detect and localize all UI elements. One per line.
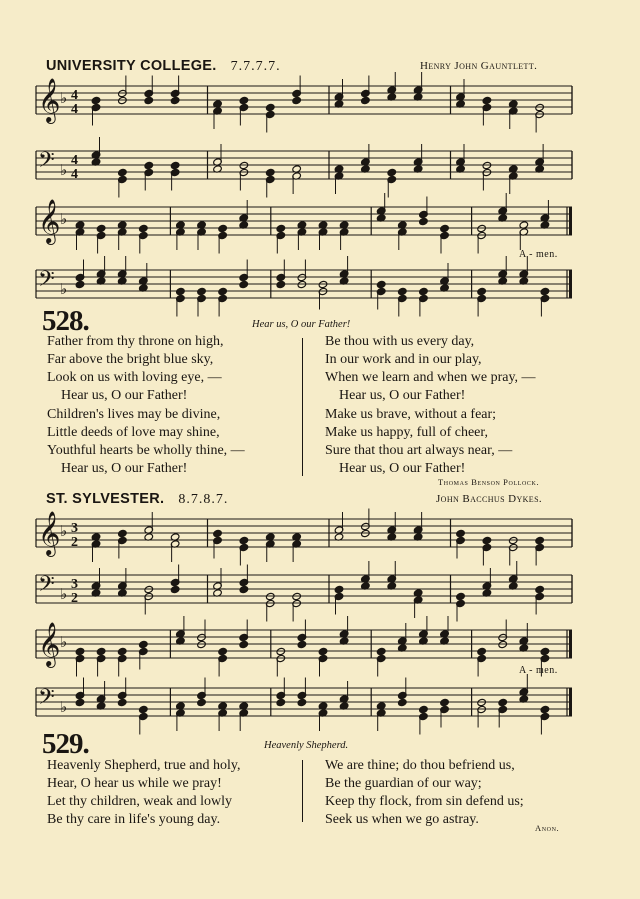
amen-528: A - men. — [519, 249, 558, 260]
time-signature-top: 3 — [71, 521, 78, 536]
note-head — [75, 647, 85, 655]
meter-528: 7.7.7.7. — [230, 59, 281, 74]
verse-529-2: We are thine; do thou befriend us, Be the guardian of our way; Keep thy flock, from sin defend us; Seek us when we go astray. — [325, 758, 524, 827]
note-head — [96, 647, 106, 655]
verse-divider-529 — [302, 760, 303, 822]
note-head — [297, 698, 307, 706]
note-head — [318, 647, 328, 655]
note-head — [117, 647, 127, 655]
bass-clef: 𝄢 — [38, 572, 55, 601]
hymn-number-529: 529. — [42, 728, 89, 760]
verse-528-3: Be thou with us every day, In our work and in our play, When we learn and when we pray, — Hear us, O our Father! — [325, 334, 536, 403]
meter-529: 8.7.8.7. — [178, 492, 229, 507]
treble-clef: 𝄞 — [38, 624, 61, 666]
flat-sign: ♭ — [60, 91, 68, 107]
note-head — [535, 536, 545, 544]
note-head — [440, 698, 450, 706]
time-signature-bottom: 2 — [71, 591, 78, 606]
bass-clef: 𝄢 — [38, 267, 55, 296]
flat-sign: ♭ — [60, 163, 68, 179]
author-529: Anon. — [535, 823, 560, 833]
note-head — [213, 529, 223, 537]
verse-529-1: Heavenly Shepherd, true and holy, Hear, O hear us while we pray! Let thy children, weak and lowly Be thy care in life's young day. — [47, 758, 241, 827]
time-signature-bottom: 4 — [71, 167, 78, 182]
note-head — [376, 647, 386, 655]
verse-528-4: Make us brave, without a fear; Make us happy, full of cheer, Sure that thou art always near, — Hear us, O our Father! — [325, 407, 513, 476]
time-signature-bottom: 4 — [71, 102, 78, 117]
flat-sign: ♭ — [60, 635, 68, 651]
note-head — [239, 640, 249, 648]
note-head — [334, 585, 344, 593]
note-head — [139, 640, 149, 648]
note-head — [117, 698, 127, 706]
note-head — [482, 536, 492, 544]
hymn-subtitle-528: Hear us, O our Father! — [252, 319, 351, 330]
note-head — [477, 647, 487, 655]
note-head — [218, 647, 228, 655]
tune-name-528: UNIVERSITY COLLEGE. — [46, 58, 217, 74]
note-head — [139, 705, 149, 713]
note-head — [535, 585, 545, 593]
flat-sign: ♭ — [60, 587, 68, 603]
flat-sign: ♭ — [60, 524, 68, 540]
composer-528: Henry John Gauntlett. — [420, 60, 538, 72]
note-head — [239, 585, 249, 593]
note-head — [75, 698, 85, 706]
treble-clef: 𝄞 — [38, 201, 61, 243]
bass-clef: 𝄢 — [38, 148, 55, 177]
time-signature-bottom: 2 — [71, 535, 78, 550]
treble-clef: 𝄞 — [38, 80, 61, 122]
verse-528-1: Father from thy throne on high, Far above the bright blue sky, Look on us with loving eye, — Hear us, O our Father! — [47, 334, 224, 403]
flat-sign: ♭ — [60, 212, 68, 228]
composer-529: John Bacchus Dykes. — [436, 493, 543, 505]
treble-clef: 𝄞 — [38, 513, 61, 555]
flat-sign: ♭ — [60, 700, 68, 716]
note-head — [297, 640, 307, 648]
note-head — [398, 698, 408, 706]
note-head — [276, 698, 286, 706]
hymn-number-528: 528. — [42, 305, 89, 337]
note-head — [118, 529, 128, 537]
note-head — [498, 698, 508, 706]
verse-528-2: Children's lives may be divine, Little deeds of love may shine, Youthful hearts be wholly thine, — Hear us, O our Father! — [47, 407, 245, 476]
note-head — [239, 536, 249, 544]
note-head — [456, 529, 466, 537]
time-signature-top: 3 — [71, 577, 78, 592]
note-head — [540, 705, 550, 713]
time-signature-top: 4 — [71, 153, 78, 168]
tune-name-529: ST. SYLVESTER. — [46, 491, 165, 507]
hymn-subtitle-529: Heavenly Shepherd. — [264, 740, 349, 751]
time-signature-top: 4 — [71, 88, 78, 103]
flat-sign: ♭ — [60, 282, 68, 298]
author-528: Thomas Benson Pollock. — [438, 477, 540, 487]
note-head — [456, 592, 466, 600]
bass-clef: 𝄢 — [38, 685, 55, 714]
amen-529: A - men. — [519, 665, 558, 676]
note-head — [540, 647, 550, 655]
note-head — [419, 705, 429, 713]
note-head — [170, 585, 180, 593]
note-head — [197, 698, 207, 706]
